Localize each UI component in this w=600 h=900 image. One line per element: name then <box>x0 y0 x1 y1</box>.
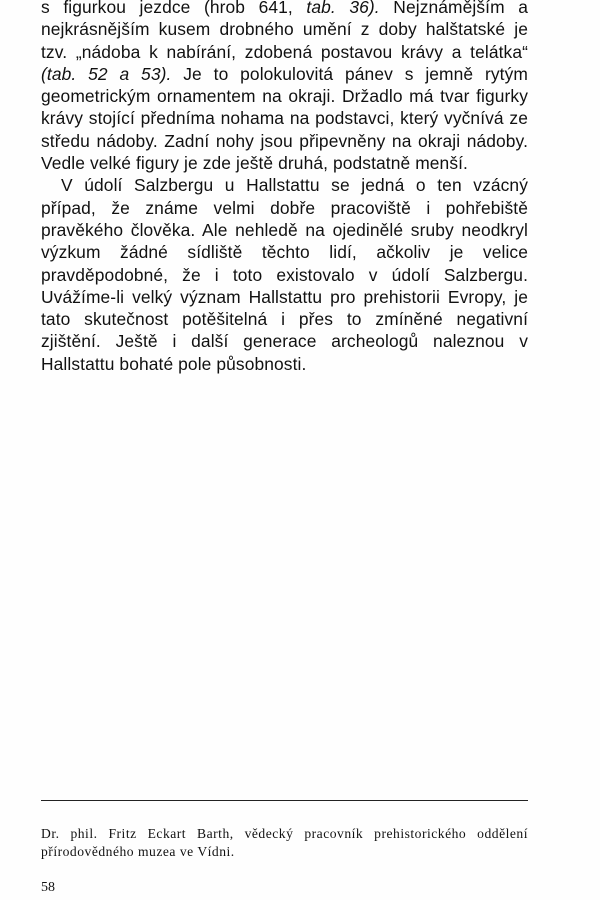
paragraph-1-ref-tab52-53: (tab. 52 a 53). <box>41 63 172 84</box>
page-number: 58 <box>41 880 55 895</box>
paragraph-1-text-a: s figurkou jezdce (hrob 641, <box>41 0 307 17</box>
paragraph-1-text-c: Je to polokulovitá pánev s jemně rytým geometrickým ornamentem na okraji. Držadlo má tvar figurky krávy stojící předníma nohama na podstavci, který vyčnívá ze středu nádoby. Zadní nohy jsou připevněny na okraji nádoby. Vedle velké figury je zde ještě druhá, podstatně menší. <box>41 63 528 174</box>
paragraph-2: V údolí Salzbergu u Hallstattu se jedná o ten vzácný případ, že známe velmi dobře pracoviště i pohřebiště pravěkého člověka. Ale nehledě na ojedinělé sruby neodkryl výzkum žádné sídliště těchto lidí, ačkoliv je velice pravděpodobné, že i toto existovalo v údolí Salzbergu. Uvážíme-li velký význam Hallstattu pro prehistorii Evropy, je tato skutečnost potěšitelná i přes to zmíněné negativní zjištění. Ještě i další generace archeologů naleznou v Hallstattu bohaté pole působnosti. <box>41 175 528 374</box>
footnote-separator <box>41 800 528 801</box>
paragraph-1-text-b: Nejznámějším a nejkrásnějším kusem drobného umění z doby halštatské je tzv. „nádoba k nabírání, zdobená postavou krávy a telátka“ <box>41 0 528 62</box>
footnote: Dr. phil. Fritz Eckart Barth, vědecký pracovník prehistorického oddělení přírodovědného muzea ve Vídni. <box>41 826 528 859</box>
paragraph-1-ref-tab36: tab. 36). <box>306 0 380 17</box>
paragraph-1 <box>41 0 528 174</box>
main-text <box>41 0 528 375</box>
